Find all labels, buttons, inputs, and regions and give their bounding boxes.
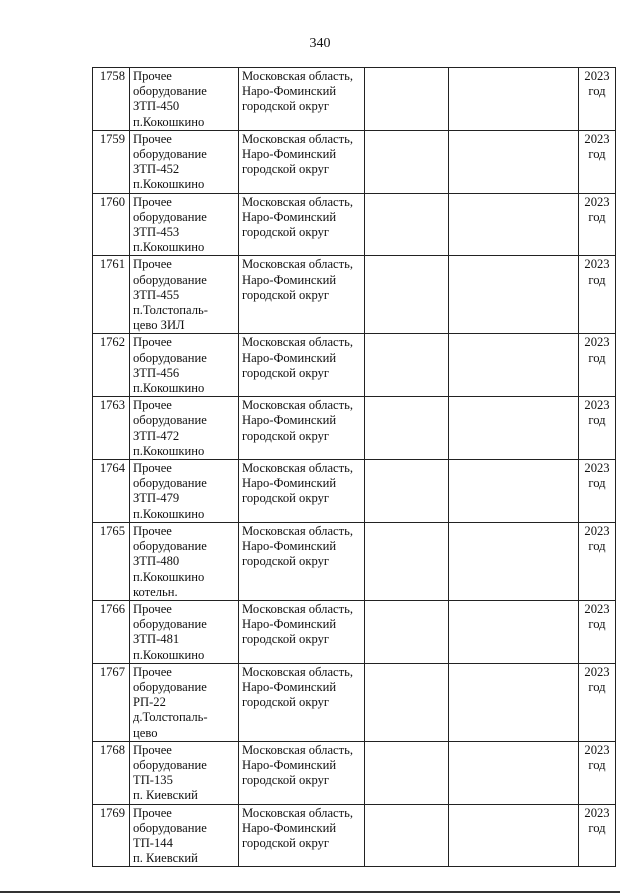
item-name: Прочее оборудование ЗТП-450 п.Кокошкино (130, 68, 239, 131)
item-location: Московская область, Наро-Фоминский городской округ (239, 334, 365, 397)
table-row (93, 663, 616, 741)
row-number: 1760 (93, 193, 130, 256)
empty-cell-5 (449, 68, 579, 131)
page-number: 340 (309, 36, 331, 51)
bottom-rule (0, 891, 620, 893)
item-year: 2023 год (579, 804, 616, 867)
empty-cell-4 (365, 256, 449, 334)
empty-cell-5 (449, 460, 579, 523)
empty-cell-4 (365, 741, 449, 804)
item-location: Московская область, Наро-Фоминский городской округ (239, 460, 365, 523)
table-row (93, 130, 616, 193)
item-name: Прочее оборудование ЗТП-453 п.Кокошкино (130, 193, 239, 256)
empty-cell-5 (449, 193, 579, 256)
item-name: Прочее оборудование ЗТП-472 п.Кокошкино (130, 397, 239, 460)
item-year: 2023 год (579, 68, 616, 131)
item-name: Прочее оборудование ТП-135 п. Киевский (130, 741, 239, 804)
empty-cell-5 (449, 663, 579, 741)
item-location: Московская область, Наро-Фоминский городской округ (239, 804, 365, 867)
table-row (93, 804, 616, 867)
item-name: Прочее оборудование ЗТП-455 п.Толстопаль- цево ЗИЛ (130, 256, 239, 334)
item-location: Московская область, Наро-Фоминский городской округ (239, 68, 365, 131)
empty-cell-5 (449, 334, 579, 397)
row-number: 1764 (93, 460, 130, 523)
item-year: 2023 год (579, 397, 616, 460)
empty-cell-4 (365, 804, 449, 867)
item-name: Прочее оборудование ЗТП-452 п.Кокошкино (130, 130, 239, 193)
row-number: 1765 (93, 522, 130, 600)
item-name: Прочее оборудование ЗТП-481 п.Кокошкино (130, 600, 239, 663)
table-body (93, 68, 616, 867)
empty-cell-4 (365, 334, 449, 397)
empty-cell-4 (365, 522, 449, 600)
empty-cell-5 (449, 130, 579, 193)
item-location: Московская область, Наро-Фоминский городской округ (239, 397, 365, 460)
item-location: Московская область, Наро-Фоминский городской округ (239, 256, 365, 334)
item-year: 2023 год (579, 460, 616, 523)
item-year: 2023 год (579, 663, 616, 741)
table-row (93, 68, 616, 131)
table-row (93, 460, 616, 523)
table-row (93, 256, 616, 334)
empty-cell-5 (449, 522, 579, 600)
table-row (93, 397, 616, 460)
row-number: 1759 (93, 130, 130, 193)
item-name: Прочее оборудование ЗТП-479 п.Кокошкино (130, 460, 239, 523)
empty-cell-4 (365, 193, 449, 256)
item-name: Прочее оборудование ЗТП-456 п.Кокошкино (130, 334, 239, 397)
table-row (93, 522, 616, 600)
empty-cell-4 (365, 460, 449, 523)
empty-cell-5 (449, 256, 579, 334)
row-number: 1761 (93, 256, 130, 334)
row-number: 1768 (93, 741, 130, 804)
row-number: 1769 (93, 804, 130, 867)
table-row (93, 334, 616, 397)
item-name: Прочее оборудование ЗТП-480 п.Кокошкино котельн. (130, 522, 239, 600)
empty-cell-5 (449, 741, 579, 804)
item-location: Московская область, Наро-Фоминский городской округ (239, 130, 365, 193)
row-number: 1767 (93, 663, 130, 741)
item-year: 2023 год (579, 522, 616, 600)
empty-cell-5 (449, 397, 579, 460)
table-row (93, 600, 616, 663)
property-table (92, 67, 616, 867)
item-year: 2023 год (579, 256, 616, 334)
item-location: Московская область, Наро-Фоминский городской округ (239, 522, 365, 600)
empty-cell-4 (365, 130, 449, 193)
empty-cell-5 (449, 804, 579, 867)
empty-cell-4 (365, 663, 449, 741)
row-number: 1766 (93, 600, 130, 663)
table-row (93, 193, 616, 256)
empty-cell-5 (449, 600, 579, 663)
empty-cell-4 (365, 600, 449, 663)
row-number: 1762 (93, 334, 130, 397)
item-year: 2023 год (579, 130, 616, 193)
item-year: 2023 год (579, 334, 616, 397)
item-year: 2023 год (579, 600, 616, 663)
empty-cell-4 (365, 68, 449, 131)
row-number: 1763 (93, 397, 130, 460)
item-location: Московская область, Наро-Фоминский городской округ (239, 600, 365, 663)
item-year: 2023 год (579, 741, 616, 804)
item-year: 2023 год (579, 193, 616, 256)
item-location: Московская область, Наро-Фоминский городской округ (239, 741, 365, 804)
item-name: Прочее оборудование РП-22 д.Толстопаль- цево (130, 663, 239, 741)
empty-cell-4 (365, 397, 449, 460)
item-location: Московская область, Наро-Фоминский городской округ (239, 663, 365, 741)
row-number: 1758 (93, 68, 130, 131)
table-row (93, 741, 616, 804)
item-name: Прочее оборудование ТП-144 п. Киевский (130, 804, 239, 867)
item-location: Московская область, Наро-Фоминский городской округ (239, 193, 365, 256)
